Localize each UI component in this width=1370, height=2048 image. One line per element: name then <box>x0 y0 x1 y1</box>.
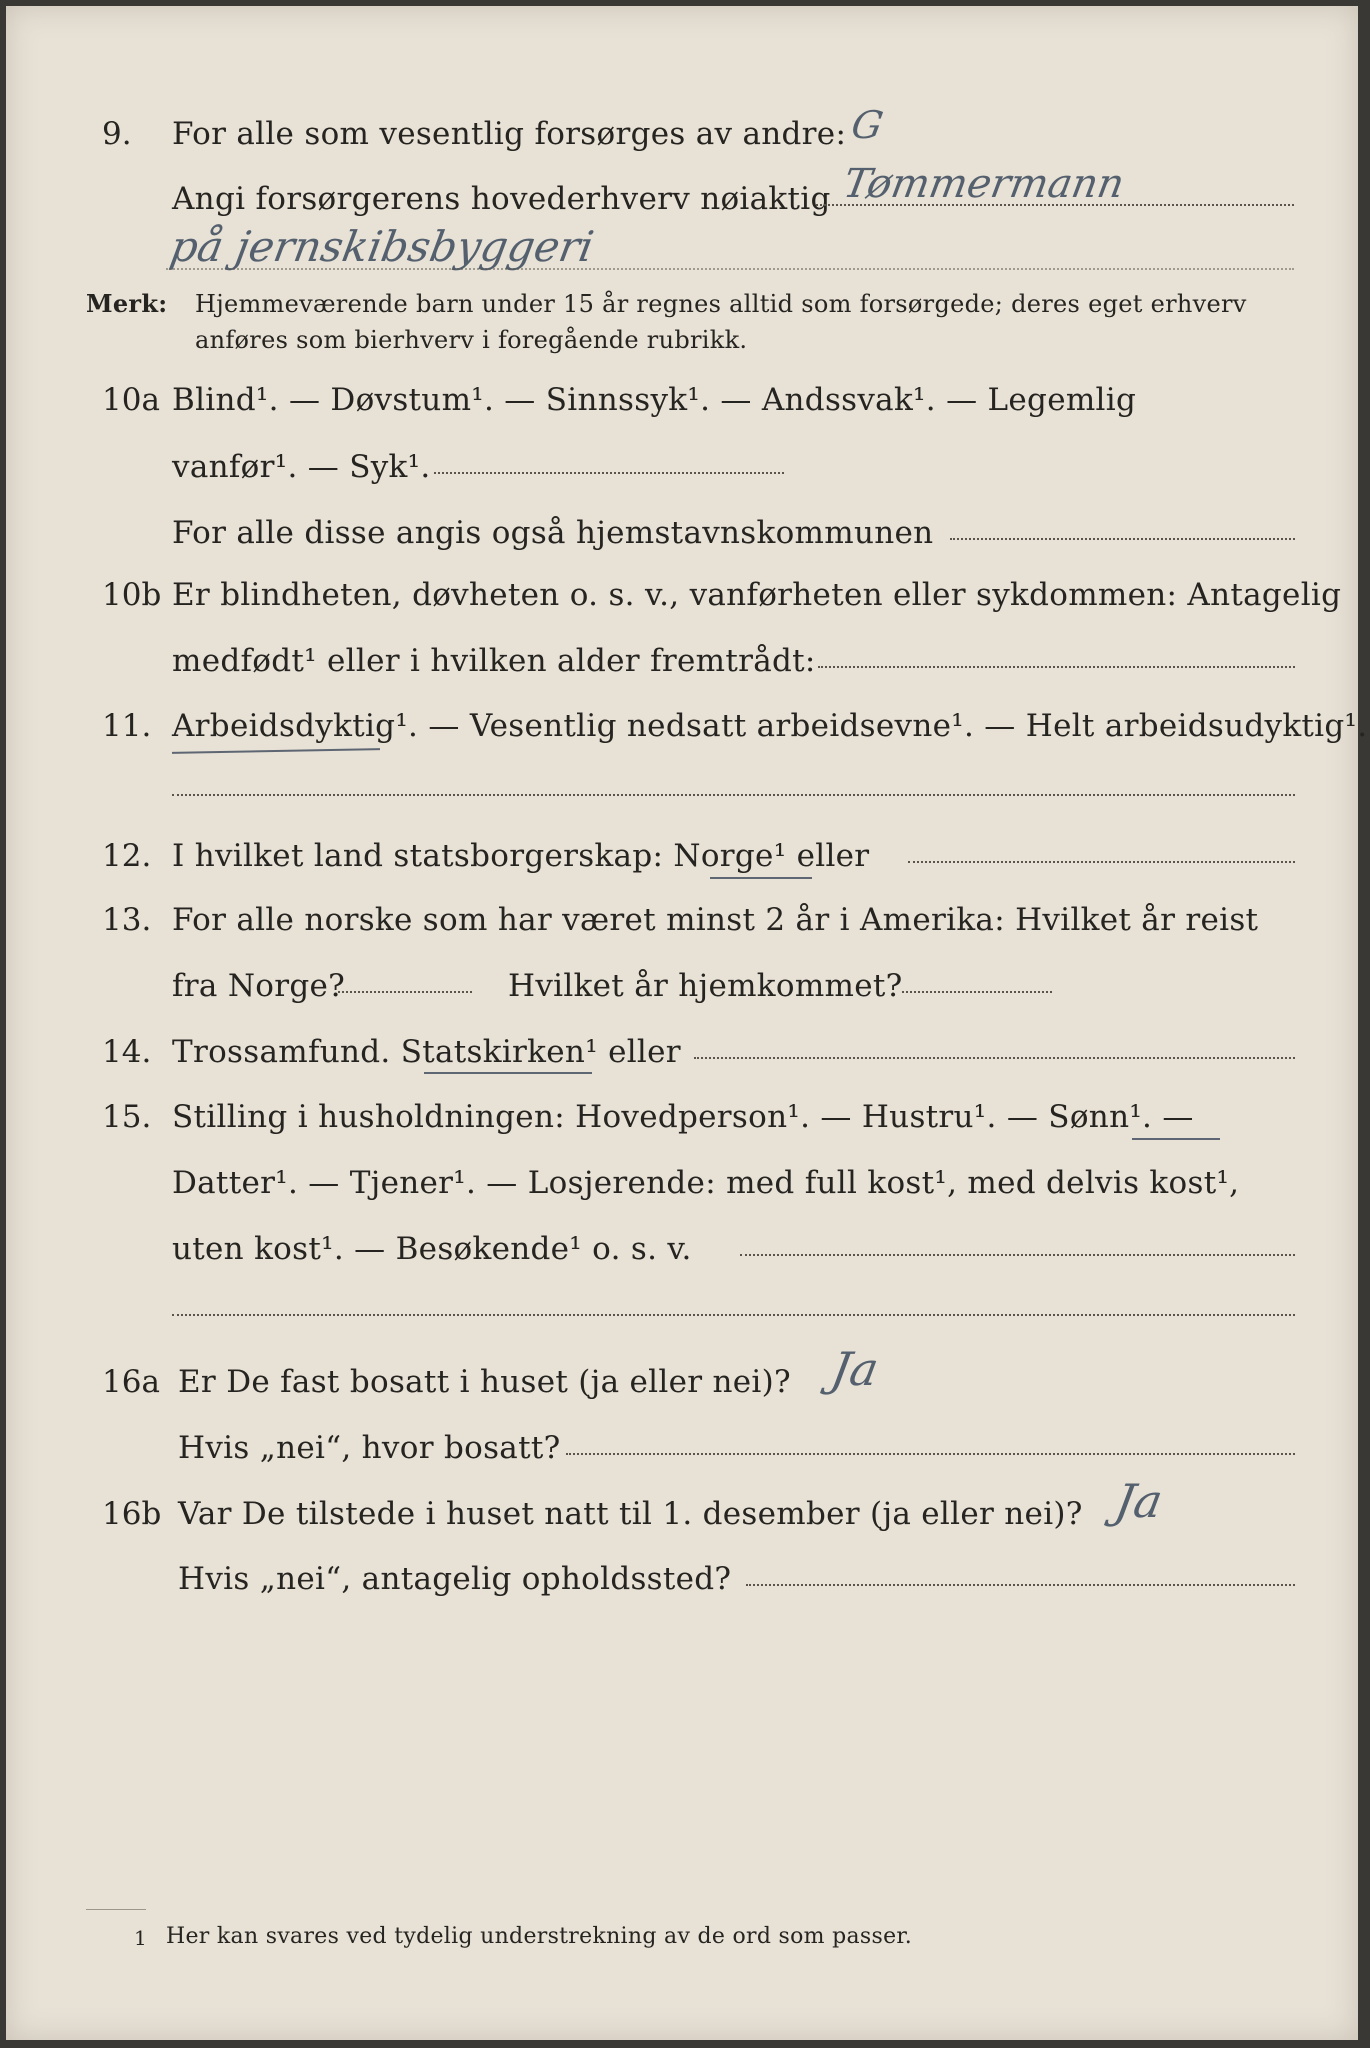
merk-line1: Hjemmeværende barn under 15 år regnes alltid som forsørgede; deres eget erhverv <box>195 290 1247 318</box>
q9-number: 9. <box>102 116 132 152</box>
q16b-line2: Hvis „nei“, antagelig opholdssted? <box>178 1561 732 1597</box>
q13-number: 13. <box>102 902 152 938</box>
merk-label: Merk: <box>86 289 168 318</box>
q14-eller: ¹ eller <box>585 1034 681 1070</box>
q10a-line1: Blind¹. — Døvstum¹. — Sinnssyk¹. — Andssvak¹. — Legemlig <box>172 382 1137 418</box>
q11-text <box>172 708 1368 744</box>
q11-answer-line <box>172 794 1295 796</box>
q14-handwritten-underline <box>424 1072 592 1074</box>
q9-answer-line2 <box>166 268 1294 270</box>
q9-handwritten-answer2[interactable]: på jernskibsbyggeri <box>166 222 598 271</box>
q15-line1-start: Stilling i husholdningen: Hovedperson¹. — Hustru¹. — <box>172 1099 1039 1135</box>
q16b-line1: Var De tilstede i huset natt til 1. desember (ja eller nei)? <box>178 1496 1083 1532</box>
q9-line2: Angi forsørgerens hovederhverv nøiaktig <box>172 181 831 217</box>
q16a-line2: Hvis „nei“, hvor bosatt? <box>178 1430 561 1466</box>
q14-text <box>172 1034 681 1070</box>
q11-rest: ¹. — Vesentlig nedsatt arbeidsevne¹. — Helt arbeidsudyktig¹. <box>395 708 1368 744</box>
census-form-page <box>6 6 1368 2040</box>
q15-answer-line2 <box>172 1314 1295 1316</box>
q10b-line1: Er blindheten, døvheten o. s. v., vanførheten eller sykdommen: Antagelig <box>172 577 1342 613</box>
q12-handwritten-underline <box>710 877 812 879</box>
q16b-number: 16b <box>102 1496 162 1532</box>
q14-option-statskirken[interactable]: Statskirken <box>400 1034 586 1070</box>
q15-number: 15. <box>102 1099 152 1135</box>
q14-question: Trossamfund. <box>172 1034 391 1070</box>
q15-option-sonn[interactable]: Sønn <box>1048 1099 1130 1135</box>
q10b-line2: medfødt¹ eller i hvilken alder fremtrådt: <box>172 643 816 679</box>
q15-handwritten-underline <box>1132 1138 1220 1140</box>
q10a-line2: vanfør¹. — Syk¹. <box>172 449 431 485</box>
q13-reist-line <box>338 991 472 993</box>
footnote-rule <box>86 1909 146 1910</box>
q9-line1: For alle som vesentlig forsørges av andre: <box>172 116 847 152</box>
merk-line2: anføres som bierhverv i foregående rubrikk. <box>195 326 748 354</box>
q12-question: I hvilket land statsborgerskap: <box>172 838 664 874</box>
q10a-syk-line <box>434 472 784 474</box>
q16b-answer-line <box>746 1584 1295 1586</box>
q15-line1 <box>172 1099 1194 1135</box>
q15-line1-end: ¹. — <box>1129 1099 1194 1135</box>
q9-handwritten-mark[interactable]: G <box>848 103 887 147</box>
q10a-line3: For alle disse angis også hjemstavnskommunen <box>172 515 934 551</box>
q12-number: 12. <box>102 838 152 874</box>
q13-line2a: fra Norge? <box>172 968 346 1004</box>
q10b-number: 10b <box>102 577 162 613</box>
q12-eller: ¹ eller <box>773 838 870 874</box>
footnote-mark: 1 <box>134 1926 148 1950</box>
q13-line1: For alle norske som har været minst 2 år i Amerika: Hvilket år reist <box>172 902 1259 938</box>
q10a-kommune-line <box>950 538 1295 540</box>
q12-answer-line <box>908 861 1295 863</box>
q16a-line1: Er De fast bosatt i huset (ja eller nei)? <box>178 1364 791 1400</box>
q13-line2b: Hvilket år hjemkommet? <box>508 968 903 1004</box>
q10b-answer-line <box>818 666 1295 668</box>
q12-option-norge[interactable]: Norge <box>673 838 774 874</box>
q16a-handwritten-answer[interactable]: Ja <box>827 1342 883 1396</box>
q11-number: 11. <box>102 708 152 744</box>
q15-line2: Datter¹. — Tjener¹. — Losjerende: med full kost¹, med delvis kost¹, <box>172 1165 1240 1201</box>
q16b-handwritten-answer[interactable]: Ja <box>1111 1474 1167 1528</box>
q13-hjemkommet-line <box>902 991 1052 993</box>
q11-option-arbeidsdyktig[interactable]: Arbeidsdyktig <box>172 708 396 744</box>
footnote-text: Her kan svares ved tydelig understrekning av de ord som passer. <box>166 1924 913 1949</box>
q12-text <box>172 838 870 874</box>
q10a-number: 10a <box>102 382 160 418</box>
q16a-number: 16a <box>102 1364 160 1400</box>
q11-handwritten-underline <box>172 748 380 754</box>
q14-answer-line <box>694 1057 1295 1059</box>
q15-answer-line <box>740 1254 1295 1256</box>
q15-line3: uten kost¹. — Besøkende¹ o. s. v. <box>172 1231 692 1267</box>
q14-number: 14. <box>102 1034 152 1070</box>
q16a-answer-line <box>566 1453 1295 1455</box>
q9-handwritten-answer1[interactable]: Tømmermann <box>839 161 1128 207</box>
